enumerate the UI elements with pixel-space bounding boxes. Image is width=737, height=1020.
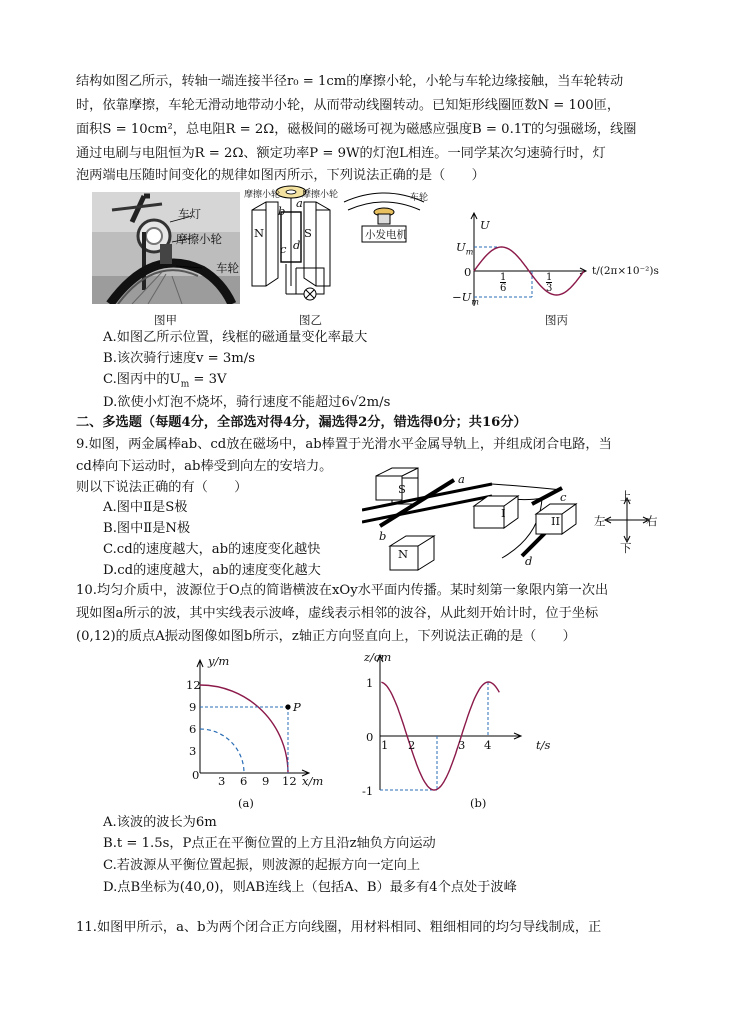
label-friction-wheel-yi-1: 摩擦小轮 [244, 190, 281, 200]
time-axis-label: t/(2π×10⁻²)s [592, 265, 659, 277]
fig-b-xtick-2: 2 [408, 738, 416, 752]
voltage-axis-label: U [480, 218, 490, 232]
q8-line-5: 泡两端电压随时间变化的规律如图丙所示，下列说法正确的是（ ） [76, 168, 485, 183]
fig-yi-caption: 图乙 [299, 313, 322, 327]
fig-a-xtick-6: 6 [240, 774, 248, 788]
direction-down: 下 [620, 541, 632, 555]
label-friction-wheel: 摩擦小轮 [176, 232, 222, 246]
fig-b-ytick-1: 1 [366, 676, 374, 690]
fig-b-caption: (b) [470, 796, 487, 810]
label-small-generator: 小发电机 [365, 229, 407, 241]
fig-a-ytick-6: 6 [189, 722, 197, 736]
point-p-label: P [293, 700, 301, 714]
neg-um-tick-label: $-U_m$ [452, 290, 479, 307]
q9-line-2: cd棒向下运动时，ab棒受到向左的安培力。 [76, 459, 333, 474]
q8-option-b: B.该次骑行速度v = 3m/s [103, 351, 255, 366]
magnet-n-label: N [254, 226, 265, 240]
fig-b-x-label: t/s [536, 738, 551, 752]
zero-tick: 0 [464, 265, 472, 279]
um-tick-label: $U_m$ [456, 240, 474, 257]
magnet-s-label-9: S [398, 482, 406, 496]
fig-a-y-label: y/m [208, 654, 230, 668]
fig-a-ytick-3: 3 [189, 744, 197, 758]
rod-a-label: a [458, 472, 465, 486]
q9-option-c: C.cd的速度越大，ab的速度变化越快 [103, 542, 321, 557]
bicycle-photo [92, 192, 240, 304]
fig-a-xtick-12: 12 [282, 774, 297, 788]
fig-a-caption: (a) [238, 796, 254, 810]
rod-c-label: c [560, 490, 567, 504]
coil-a-label: a [296, 196, 303, 210]
fig-b-xtick-4: 4 [484, 738, 492, 752]
fig-jia-caption: 图甲 [154, 313, 177, 327]
tick-one-sixth: 1 6 [500, 272, 507, 294]
q9-option-d: D.cd的速度越大，ab的速度变化越大 [103, 563, 321, 578]
label-friction-wheel-yi-2: 摩擦小轮 [302, 190, 339, 200]
coil-c-label: c [280, 242, 287, 256]
point-p [285, 704, 290, 709]
q10-line-3: (0,12)的质点A振动图像如图b所示，z轴正方向竖直向上，下列说法正确的是（ ） [76, 629, 576, 644]
q9-line-1: 9.如图，两金属棒ab、cd放在磁场中，ab棒置于光滑水平金属导轨上，并组成闭合电路，当 [76, 437, 612, 452]
fig-b-ytick-0: 0 [366, 730, 374, 744]
coil-d-label: d [293, 238, 301, 252]
magnet-s-label: S [304, 226, 312, 240]
label-wheel: 车轮 [216, 261, 239, 275]
fig-a-xtick-3: 3 [218, 774, 226, 788]
q8-line-4: 通过电刷与电阻恒为R = 2Ω、额定功率P = 9W的灯泡L相连。一同学某次匀速骑行时，灯 [76, 146, 606, 161]
fig-a-origin: 0 [192, 768, 200, 782]
direction-right: 右 [646, 514, 658, 528]
q8-line-3: 面积S = 10cm²，总电阻R = 2Ω，磁极间的磁场可视为磁感应强度B = 0.1T的匀强磁场，线圈 [76, 122, 637, 137]
q10-option-c: C.若波源从平衡位置起振，则波源的起振方向一定向上 [103, 858, 421, 873]
q9-line-3: 则以下说法正确的有（ ） [76, 480, 248, 495]
direction-left: 左 [594, 514, 606, 528]
coil-b-label: b [278, 204, 286, 218]
rod-b-label: b [379, 529, 387, 543]
rod-d-label: d [525, 554, 533, 568]
label-wheel-yi: 车轮 [410, 193, 429, 203]
fig-b-xtick-1: 1 [381, 738, 389, 752]
q11-line-1: 11.如图甲所示，a、b为两个闭合正方向线圈，用材料相同、粗细相同的均匀导线制成，正 [76, 920, 602, 935]
pole-i-label: I [501, 506, 506, 520]
wavefront-diagram [180, 655, 340, 785]
q8-line-2: 时，依靠摩擦，车轮无滑动地带动小轮，从而带动线圈转动。已知矩形线圈匝数N = 100匝， [76, 98, 621, 113]
vibration-chart [354, 650, 534, 795]
q8-option-c: C.图丙中的$U_m = 3V$ [103, 372, 227, 390]
q9-option-b: B.图中Ⅱ是N极 [103, 521, 191, 536]
rails-magnets-diagram [362, 466, 672, 582]
fig-b-y-label: z/cm [364, 650, 392, 664]
fig-a-ytick-9: 9 [189, 700, 197, 714]
q8-option-a: A.如图乙所示位置，线框的磁通量变化率最大 [103, 330, 368, 345]
section-header-multiple-choice: 二、多选题（每题4分，全部选对得4分，漏选得2分，错选得0分；共16分） [76, 415, 527, 430]
q9-option-a: A.图中Ⅱ是S极 [103, 500, 188, 515]
magnet-n-label-9: N [398, 547, 409, 561]
q10-option-d: D.点B坐标为(40,0)，则AB连线上（包括A、B）最多有4个点处于波峰 [103, 880, 517, 895]
fig-a-ytick-12: 12 [186, 678, 201, 692]
fig-a-xtick-9: 9 [262, 774, 270, 788]
q10-line-2: 现如图a所示的波，其中实线表示波峰，虚线表示相邻的波谷，从此刻开始计时，位于坐标 [76, 606, 599, 621]
fig-b-xtick-3: 3 [458, 738, 466, 752]
q10-line-1: 10.均匀介质中，波源位于O点的简谐横波在xOy水平面内传播。某时刻第一象限内第一次出 [76, 583, 609, 598]
direction-up: 上 [620, 489, 632, 503]
q8-option-d: D.欲使小灯泡不烧坏，骑行速度不能超过6√2m/s [103, 395, 391, 410]
tick-one-third: 1 3 [546, 272, 553, 294]
fig-bing-caption: 图丙 [545, 313, 568, 327]
fig-b-ytick-neg1: -1 [362, 784, 374, 798]
q10-option-a: A.该波的波长为6m [103, 815, 217, 830]
q8-line-1: 结构如图乙所示，转轴一端连接半径r₀ = 1cm的摩擦小轮，小轮与车轮边缘接触，当车轮转动 [76, 74, 624, 89]
label-headlight: 车灯 [178, 207, 201, 221]
pole-ii-label: II [551, 514, 561, 528]
fig-a-x-label: x/m [302, 774, 324, 788]
q10-option-b: B.t = 1.5s，P点正在平衡位置的上方且沿z轴负方向运动 [103, 836, 436, 851]
